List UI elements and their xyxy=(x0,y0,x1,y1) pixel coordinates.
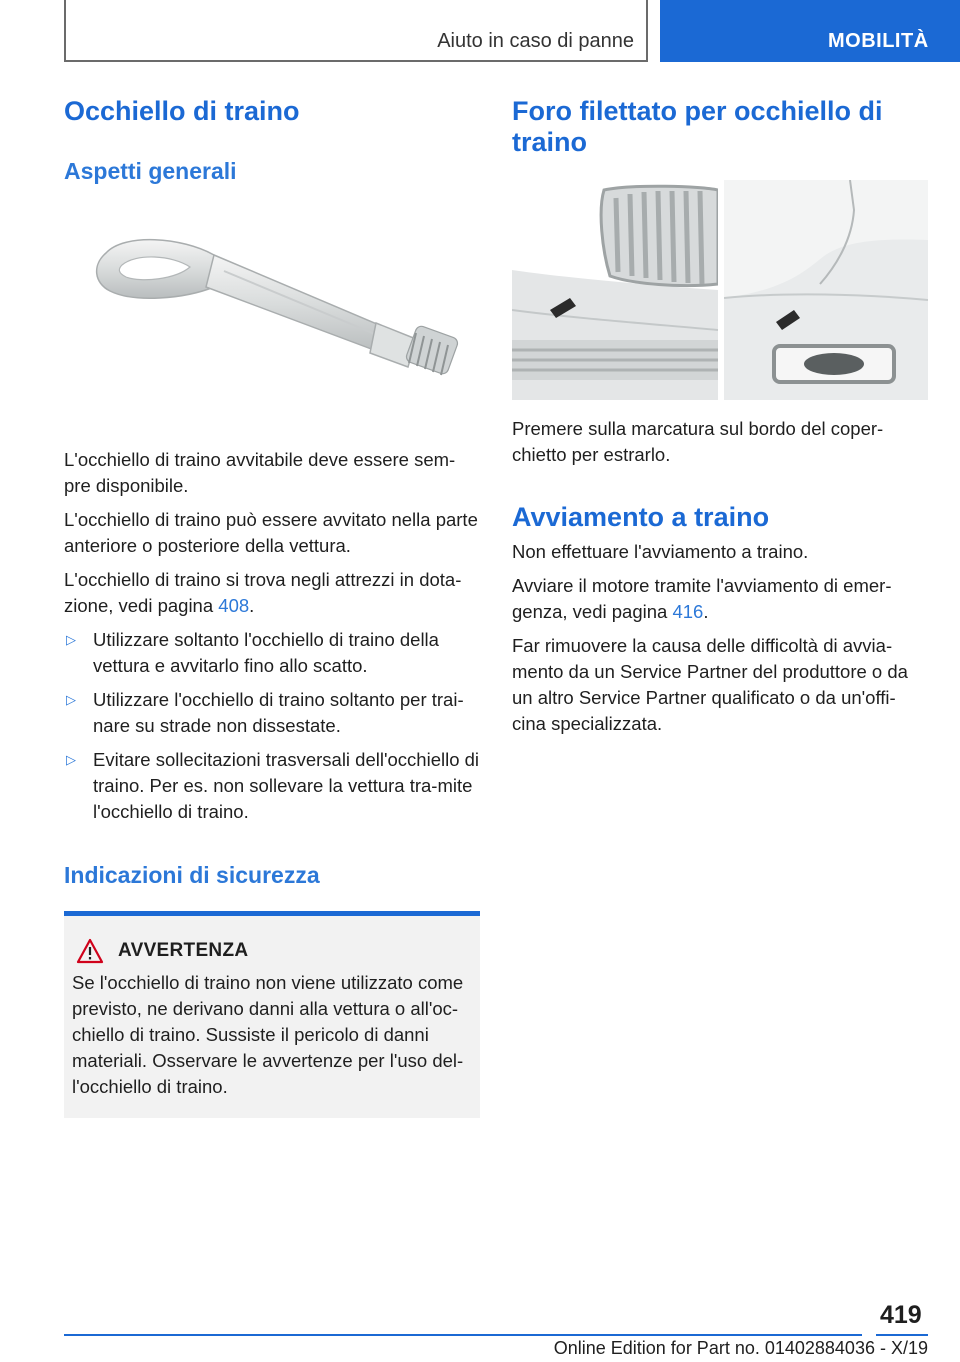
left-column xyxy=(64,96,480,1118)
bullet-text: Utilizzare soltanto l'occhiello di traino della vettura e avvitarlo fino allo scatto. xyxy=(93,629,439,676)
warning-label: AVVERTENZA xyxy=(118,940,249,961)
threaded-hole-title: Foro filettato per occhiello di traino xyxy=(512,96,883,157)
bullet-text: Evitare sollecitazioni trasversali dell'occhiello di traino. Per es. non sollevare la vettura tra‐mite l'occhiello di traino. xyxy=(93,749,480,822)
header-chapter-tab xyxy=(660,0,960,62)
page-link-416[interactable]: 416 xyxy=(672,601,704,622)
page-link-408[interactable]: 408 xyxy=(218,595,250,616)
tow-eye-title: Occhiello di traino xyxy=(64,96,300,126)
warning-text: Se l'occhiello di traino non viene utilizzato come previsto, ne derivano danni alla vettura o all'oc‐chiello di traino. Sussiste il pericolo di danni materiali. Osservare le avvertenze per l'uso del‐l'occhiello di traino. xyxy=(72,972,464,1097)
right-column xyxy=(512,96,928,737)
triangle-bullet-icon: ▷ xyxy=(66,692,76,707)
paragraph-emergency-start xyxy=(512,573,928,625)
paragraph-location xyxy=(64,567,480,619)
emergency-start-text: Avviare il motore tramite l'avviamento di emer‐genza, vedi pagina xyxy=(512,575,892,622)
triangle-bullet-icon: ▷ xyxy=(66,632,76,647)
tow-eye-illustration xyxy=(64,215,480,415)
tow-start-title: Avviamento a traino xyxy=(512,502,770,532)
bumper-photos xyxy=(512,180,928,400)
bullet-text: Utilizzare l'occhiello di traino soltanto per trai‐nare su strade non dissestate. xyxy=(93,689,464,736)
warning-header xyxy=(72,938,474,964)
front-bumper-image xyxy=(512,180,718,400)
list-item xyxy=(64,627,480,679)
paragraph-no-tow-start: Non effettuare l'avviamento a traino. xyxy=(512,541,809,562)
location-text: L'occhiello di traino si trova negli attrezzi in dota‐zione, vedi pagina xyxy=(64,569,462,616)
footer-divider xyxy=(64,1334,862,1336)
emergency-start-period: . xyxy=(703,601,709,622)
paragraph-always-available: L'occhiello di traino avvitabile deve essere sem‐pre disponibile. xyxy=(64,449,456,496)
footer-divider-short xyxy=(876,1334,928,1336)
safety-subtitle: Indicazioni di sicurezza xyxy=(64,862,320,888)
usage-bullet-list xyxy=(64,627,480,825)
general-subtitle: Aspetti generali xyxy=(64,158,237,184)
page-number: 419 xyxy=(880,1301,922,1329)
paragraph-press-marking: Premere sulla marcatura sul bordo del coper‐chietto per estrarlo. xyxy=(512,418,884,465)
warning-triangle-icon xyxy=(76,938,104,964)
triangle-bullet-icon: ▷ xyxy=(66,752,76,767)
paragraph-front-rear: L'occhiello di traino può essere avvitato nella parte anteriore o posteriore della vettura. xyxy=(64,509,478,556)
header-chapter-title: MOBILITÀ xyxy=(828,30,929,52)
location-period: . xyxy=(249,595,255,616)
paragraph-service-partner: Far rimuovere la causa delle difficoltà di avvia‐mento da un Service Partner del produttore o da un altro Service Partner qualificato o da un'offi‐cina specializzata. xyxy=(512,635,908,734)
rear-bumper-image xyxy=(724,180,928,400)
footer-edition: Online Edition for Part no. 01402884036 - X/19 xyxy=(553,1338,928,1358)
list-item xyxy=(64,747,480,825)
list-item xyxy=(64,687,480,739)
header-section-title: Aiuto in caso di panne xyxy=(437,30,634,52)
warning-box xyxy=(64,911,480,1118)
header-section-box xyxy=(64,0,648,62)
